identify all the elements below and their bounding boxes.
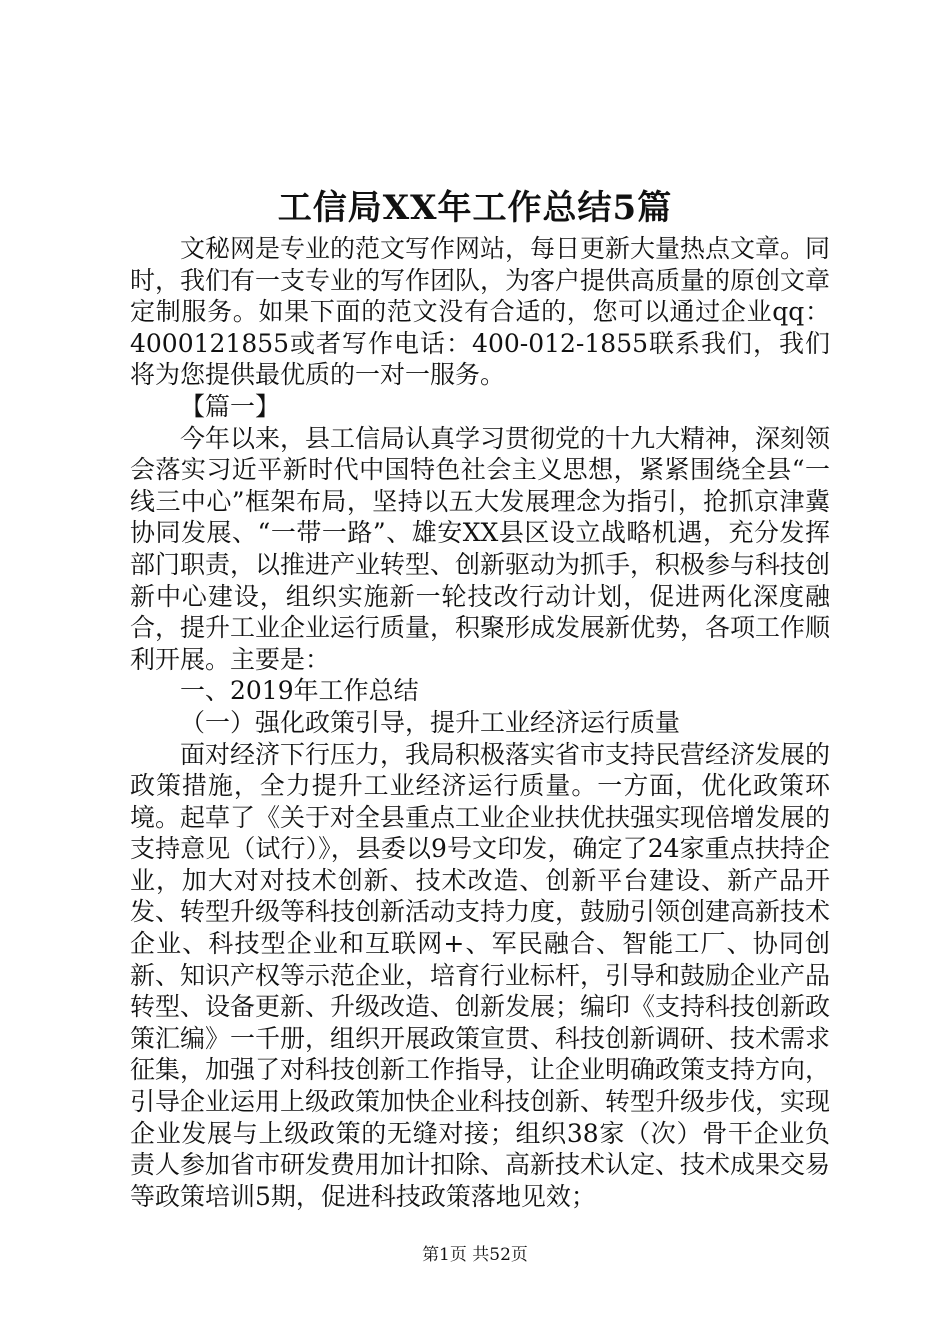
paragraph-overview: 今年以来，县工信局认真学习贯彻党的十九大精神，深刻领会落实习近平新时代中国特色社会主义思想，紧紧围绕全县“一线三中心”框架布局，坚持以五大发展理念为指引，抢抓京津冀协同发展、“一带一路”、雄安XX县区设立战略机遇，充分发挥部门职责，以推进产业转型、创新驱动为抓手，积极参与科技创新中心建设，组织实施新一轮技改行动计划，促进两化深度融合，提升工业企业运行质量，积聚形成发展新优势，各项工作顺利开展。主要是： <box>130 423 831 674</box>
paragraph-policy: 面对经济下行压力，我局积极落实省市支持民营经济发展的政策措施，全力提升工业经济运行质量。一方面，优化政策环境。起草了《关于对全县重点工业企业扶优扶强实现倍增发展的支持意见（试行）》，县委以9号文印发，确定了24家重点扶持企业，加大对对技术创新、技术改造、创新平台建设、新产品开发、转型升级等科技创新活动支持力度，鼓励引领创建高新技术企业、科技型企业和互联网+、军民融合、智能工厂、协同创新、知识产权等示范企业，培育行业标杆，引导和鼓励企业产品转型、设备更新、升级改造、创新发展；编印《支持科技创新政策汇编》一千册，组织开展政策宣贯、科技创新调研、技术需求征集，加强了对科技创新工作指导，让企业明确政策支持方向，引导企业运用上级政策加快企业科技创新、转型升级步伐，实现企业发展与上级政策的无缝对接；组织38家（次）骨干企业负责人参加省市研发费用加计扣除、高新技术认定、技术成果交易等政策培训5期，促进科技政策落地见效； <box>130 739 831 1211</box>
document-title: 工信局XX年工作总结5篇 <box>277 188 673 228</box>
heading-level-2: （一）强化政策引导，提升工业经济运行质量 <box>180 707 681 737</box>
heading-level-1: 一、2019年工作总结 <box>180 676 419 706</box>
document-body <box>130 233 830 1212</box>
paragraph-section-marker: 【篇一】 <box>180 391 281 421</box>
paragraph-intro: 文秘网是专业的范文写作网站，每日更新大量热点文章。同时，我们有一支专业的写作团队，为客户提供高质量的原创文章定制服务。如果下面的范文没有合适的，您可以通过企业qq：4000121855或者写作电话：400-012-1855联系我们，我们将为您提供最优质的一对一服务。 <box>130 234 831 390</box>
page-number-footer: 第1页 共52页 <box>422 1245 528 1265</box>
